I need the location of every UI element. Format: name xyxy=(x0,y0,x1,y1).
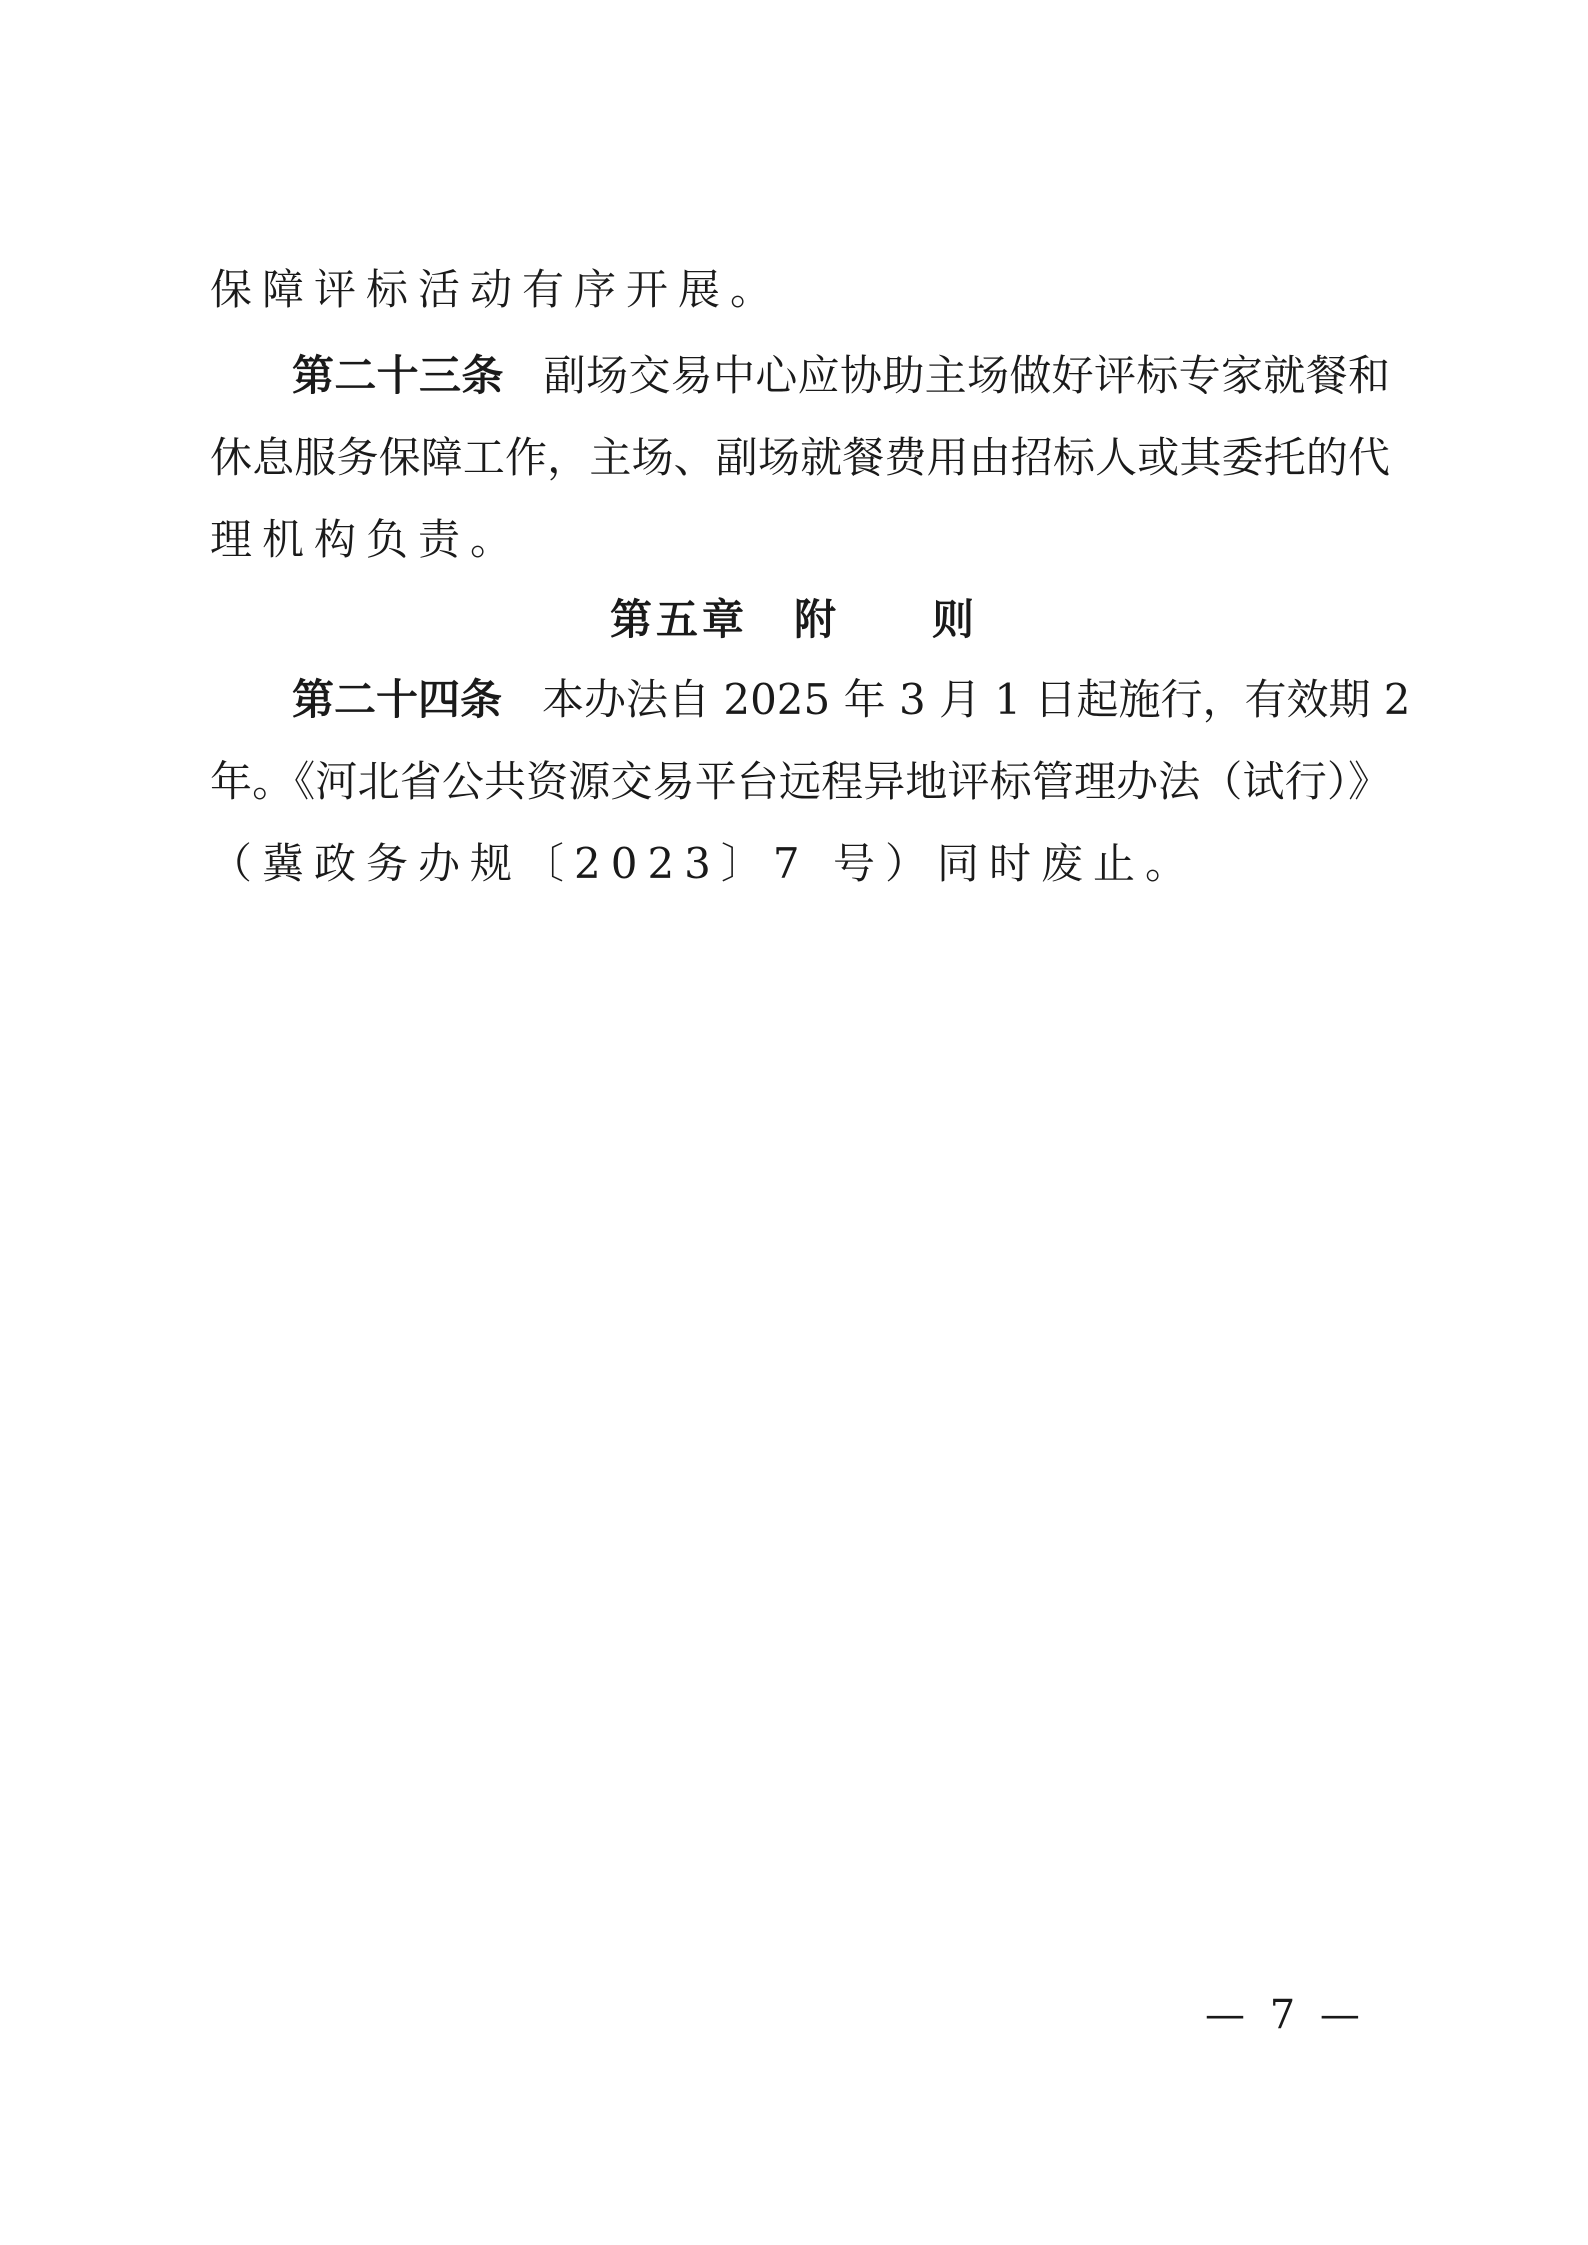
article-24-line-1 xyxy=(292,672,1411,728)
article-24-text-1: 本办法自 2025 年 3 月 1 日起施行，有效期 2 xyxy=(542,675,1411,724)
article-23-label: 第二十三条 xyxy=(292,351,504,400)
article-23-line-3: 理机构负责。 xyxy=(210,515,523,564)
article-24-line-2: 年。《河北省公共资源交易平台远程异地评标管理办法（试行）》 xyxy=(210,757,1390,806)
page-number: — 7 — xyxy=(1205,1992,1366,2038)
article-24-line-3: （冀政务办规〔2023〕7 号）同时废止。 xyxy=(210,839,1197,888)
paragraph-continued: 保障评标活动有序开展。 xyxy=(210,265,783,314)
article-23-text-1: 副场交易中心应协助主场做好评标专家就餐和 xyxy=(543,351,1390,400)
article-24-label: 第二十四条 xyxy=(292,675,503,724)
article-23-line-2: 休息服务保障工作，主场、副场就餐费用由招标人或其委托的代 xyxy=(210,433,1390,482)
chapter-title: 第五章 附 则 xyxy=(609,595,978,644)
article-23-line-1 xyxy=(292,348,1390,404)
